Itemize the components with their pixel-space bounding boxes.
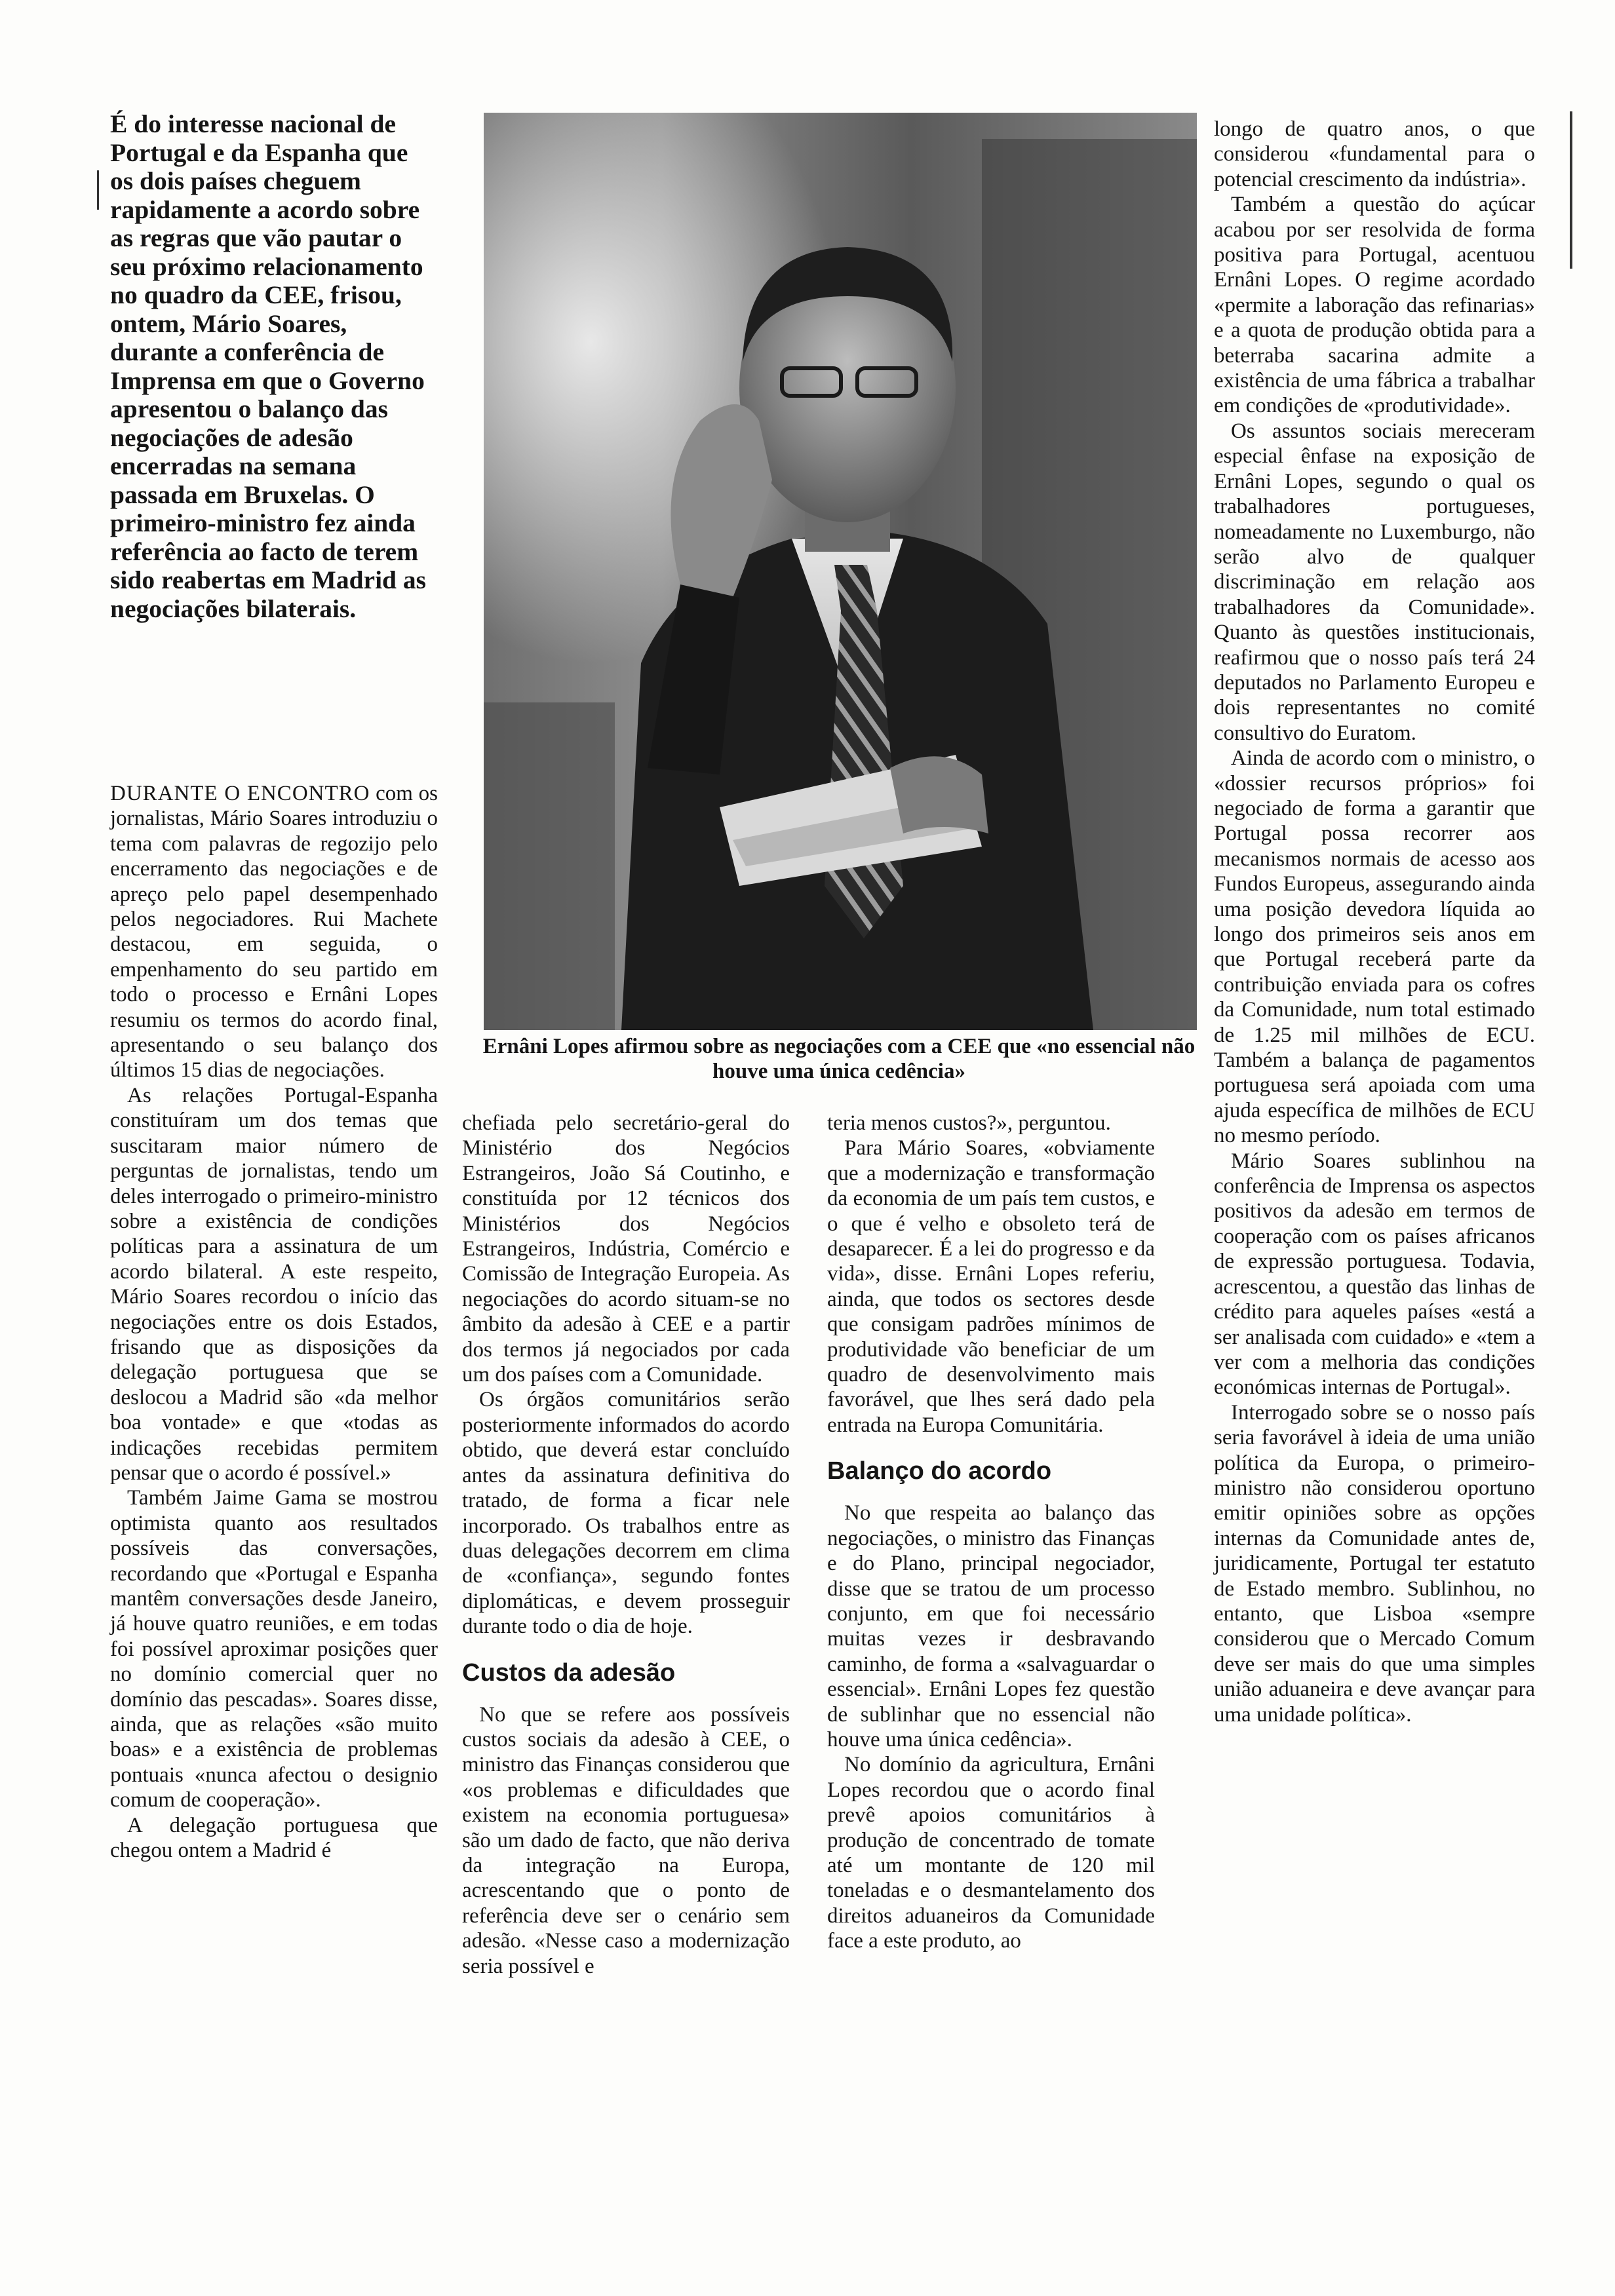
col1-paragraph-3: Também Jaime Gama se mostrou optimista quanto aos resultados possíveis das conversações, recordando que «Portugal e Espanha mantêm conversações desde Janeiro, já houve quatro reuniões, e em todas foi possível aproximar posições quer no domínio comercial quer no domínio das pescadas». Soares disse, ainda, que as relações «são muito boas» e a existência de problemas pontuais «nunca afectou o designio comum de cooperação». [110,1486,438,1812]
col4-paragraph-4: Ainda de acordo com o ministro, o «dossier recursos próprios» foi negociado de forma a garantir que Portugal possa recorrer aos mecanismos normais de acesso aos Fundos Europeus, assegurando ainda uma posição devedora líquida ao longo dos primeiros seis anos em que Portugal receberá parte da contribuição enviada para os cofres da Comunidade, num total estimado de 1.25 mil milhões de ECU. Também a balança de pagamentos portuguesa será apoiada com uma ajuda específica de milhões de ECU no mesmo período. [1214,746,1535,1148]
col1-paragraph-2: As relações Portugal-Espanha constituíram um dos temas que suscitaram maior número de perguntas de jornalistas, tendo um deles interrogado o primeiro-ministro sobre a existência de condições políticas para a assinatura de um acordo bilateral. A este respeito, Mário Soares recordou o início das negociações entre os dois Estados, frisando que as disposições da delegação portuguesa que se deslocou a Madrid são «da melhor boa vontade» e que «todas as indicações recebidas permitem pensar que o acordo é possível.» [110,1083,438,1485]
col1-paragraph-4: A delegação portuguesa que chegou ontem a Madrid é [110,1813,438,1863]
col2-subheading: Custos da adesão [462,1658,676,1687]
photo-caption: Ernâni Lopes afirmou sobre as negociações com a CEE que «no essencial não houve uma única cedência» [482,1035,1196,1084]
col1-kicker: DURANTE O ENCONTRO [110,782,370,805]
col1-paragraph-1-text: com os jornalistas, Mário Soares introduziu o tema com palavras de regozijo pelo encerramento das negociações e de apreço pelo papel desempenhado pelos negociadores. Rui Machete destacou, em seguida, o empenhamento do seu partido em todo o processo e Ernâni Lopes resumiu os termos do acordo final, apresentando o seu balanço dos últimos 15 dias de negociações. [110,782,438,1082]
col2-paragraph-1: chefiada pelo secretário-geral do Ministério dos Negócios Estrangeiros, João Sá Coutinho, e constituída por 12 técnicos dos Ministérios dos Negócios Estrangeiros, Indústria, Comércio e Comissão de Integração Europeia. As negociações do acordo situam-se no âmbito da adesão à CEE e a partir dos termos já negociados por cada um dos países com a Comunidade. [462,1111,790,1387]
col4-paragraph-3: Os assuntos sociais mereceram especial ênfase na exposição de Ernâni Lopes, segundo o qual os trabalhadores portugueses, nomeadamente no Luxemburgo, não serão alvo de qualquer discriminação em relação aos trabalhadores da Comunidade». Quanto às questões institucionais, reafirmou que o nosso país terá 24 deputados no Parlamento Europeu e dois representantes no comité consultivo do Euratom. [1214,419,1535,745]
col3-subheading: Balanço do acordo [827,1457,1052,1485]
col4-paragraph-1: longo de quatro anos, o que considerou «fundamental para o potencial crescimento da indústria». [1214,117,1535,191]
scan-edge-mark-right [1570,111,1572,269]
column-3 [827,1111,1155,1954]
col2-paragraph-2: Os órgãos comunitários serão posteriormente informados do acordo obtido, que deverá estar concluído antes da assinatura definitiva do tratado, de forma a ficar nele incorporado. Os trabalhos entre as duas delegações decorrem em clima de «confiança», segundo fontes diplomáticas, e devem prosseguir durante todo o dia de hoje. [462,1388,790,1639]
column-4 [1214,117,1535,1727]
col3-paragraph-3: No que respeita ao balanço das negociações, o ministro das Finanças e do Plano, principal negociador, disse que se tratou de um processo conjunto, em que foi necessário muitas vezes ir desbravando caminho, de forma a «salvaguardar o essencial». Ernâni Lopes fez questão de sublinhar que no essencial não houve uma única cedência». [827,1501,1155,1751]
column-2 [462,1111,790,1979]
col4-paragraph-2: Também a questão do açúcar acabou por ser resolvida de forma positiva para Portugal, acentuou Ernâni Lopes. O regime acordado «permite a laboração das refinarias» e a quota de produção obtida para a beterraba sacarina admite a existência de uma fábrica a trabalhar em condições de «produtividade». [1214,193,1535,418]
col3-paragraph-1: teria menos custos?», perguntou. [827,1111,1111,1135]
photo-ernani-lopes [484,113,1197,1030]
column-1 [110,781,438,1863]
col4-paragraph-5: Mário Soares sublinhou na conferência de Imprensa os aspectos positivos da adesão em termos de cooperação com os países africanos de expressão portuguesa. Todavia, acrescentou, a questão das linhas de crédito para aqueles países «está a ser analisada com cuidado» e «tem a ver com a melhoria das condições económicas internas de Portugal». [1214,1149,1535,1400]
col4-paragraph-6: Interrogado sobre se o nosso país seria favorável à ideia de uma união política da Europa, o primeiro-ministro não considerou oportuno emitir opiniões sobre as opções internas da Comunidade antes de, juridicamente, Portugal ter estatuto de Estado membro. Sublinhou, no entanto, que Lisboa «sempre considerou que o Mercado Comum deve ser mais do que uma simples união aduaneira e deve avançar para uma unidade política». [1214,1400,1535,1727]
lead-paragraph: É do interesse nacional de Portugal e da Espanha que os dois países cheguem rapidamente a acordo sobre as regras que vão pautar o seu próximo relacionamento no quadro da CEE, frisou, ontem, Mário Soares, durante a conferência de Imprensa em que o Governo apresentou o balanço das negociações de adesão encerradas na semana passada em Bruxelas. O primeiro-ministro fez ainda referência ao facto de terem sido reabertas em Madrid as negociações bilaterais. [110,109,427,623]
col3-paragraph-2: Para Mário Soares, «obviamente que a modernização e transformação da economia de um país tem custos, e o que é velho e obsoleto terá de desaparecer. É a lei do progresso e da vida», disse. Ernâni Lopes referiu, ainda, que todos os sectores desde que consigam padrões mínimos de produtividade vão beneficiar de um quadro de desenvolvimento mais favorável, que lhes será dado pela entrada na Europa Comunitária. [827,1136,1155,1437]
scan-edge-mark-left [97,170,99,210]
col1-paragraph-1 [110,781,438,1083]
col2-paragraph-3: No que se refere aos possíveis custos sociais da adesão à CEE, o ministro das Finanças considerou que «os problemas e dificuldades que existem na economia portuguesa» são um dado de facto, que não deriva da integração na Europa, acrescentando que o ponto de referência deve ser o cenário sem adesão. «Nesse caso a modernização seria possível e [462,1702,790,1978]
col3-paragraph-4: No domínio da agricultura, Ernâni Lopes recordou que o acordo final prevê apoios comunitários à produção de concentrado de tomate até um montante de 120 mil toneladas e o desmantelamento dos direitos aduaneiros da Comunidade face a este produto, ao [827,1753,1155,1953]
